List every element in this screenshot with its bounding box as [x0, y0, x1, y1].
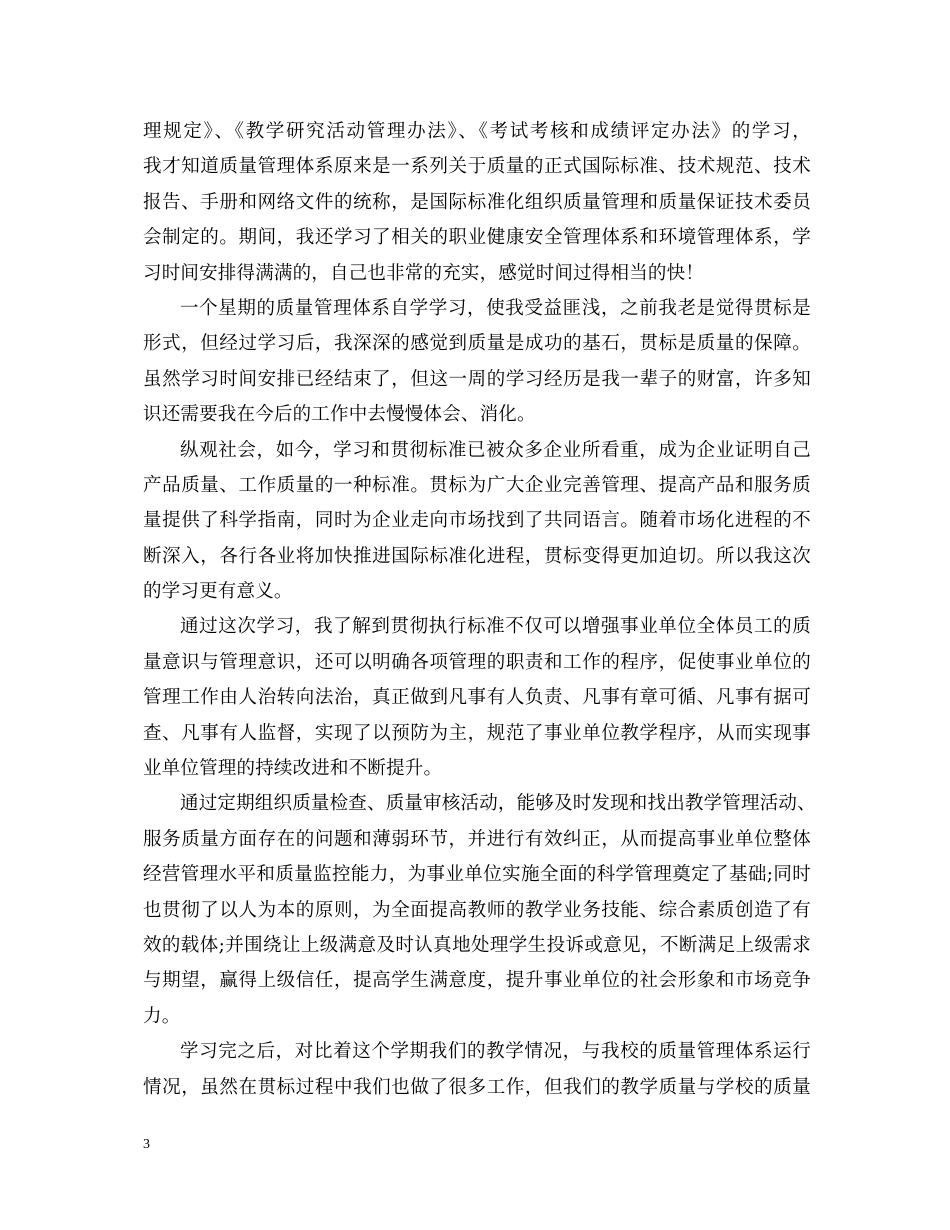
text-line: 量意识与管理意识，还可以明确各项管理的职责和工作的程序，促使事业单位的: [143, 651, 811, 673]
text-line: 量提供了科学指南，同时为企业走向市场找到了共同语言。随着市场化进程的不: [143, 510, 811, 532]
text-line: 虽然学习时间安排已经结束了，但这一周的学习经历是我一辈子的财富，许多知: [143, 368, 811, 390]
text-line: 报告、手册和网络文件的统称，是国际标准化组织质量管理和质量保证技术委员: [143, 191, 811, 213]
document-body: [143, 114, 816, 1105]
text-line: 业单位管理的持续改进和不断提升。: [143, 758, 443, 780]
paragraph-first-line: 一个星期的质量管理体系自学学习，使我受益匪浅，之前我老是觉得贯标是: [180, 297, 811, 319]
text-line: 断深入，各行各业将加快推进国际标准化进程，贯标变得更加迫切。所以我这次: [143, 545, 811, 567]
text-line: 习时间安排得满满的，自己也非常的充实，感觉时间过得相当的快！: [143, 262, 705, 284]
text-line: 我才知道质量管理体系原来是一系列关于质量的正式国际标准、技术规范、技术: [143, 156, 811, 178]
text-line: 情况，虽然在贯标过程中我们也做了很多工作，但我们的教学质量与学校的质量: [143, 1076, 811, 1098]
text-line: 力。: [143, 1005, 181, 1027]
text-line: 管理工作由人治转向法治，真正做到凡事有人负责、凡事有章可循、凡事有据可: [143, 687, 811, 709]
text-line: 查、凡事有人监督，实现了以预防为主，规范了事业单位教学程序，从而实现事: [143, 722, 811, 744]
paragraph-first-line: 纵观社会，如今，学习和贯彻标准已被众多企业所看重，成为企业证明自己: [180, 439, 811, 461]
text-line: 识还需要我在今后的工作中去慢慢体会、消化。: [143, 404, 536, 426]
text-line: 经营管理水平和质量监控能力，为事业单位实施全面的科学管理奠定了基础;同时: [143, 864, 811, 886]
page-number: 3: [143, 1137, 150, 1152]
text-line: 也贯彻了以人为本的原则，为全面提高教师的教学业务技能、综合素质创造了有: [143, 899, 811, 921]
text-line: 的学习更有意义。: [143, 581, 293, 603]
text-line: 形式，但经过学习后，我深深的感觉到质量是成功的基石，贯标是质量的保障。: [143, 333, 811, 355]
text-line: 与期望，赢得上级信任，提高学生满意度，提升事业单位的社会形象和市场竞争: [143, 970, 811, 992]
text-line: 理规定》、《教学研究活动管理办法》、《考试考核和成绩评定办法》的学习，: [143, 121, 811, 142]
text-line: 产品质量、工作质量的一种标准。贯标为广大企业完善管理、提高产品和服务质: [143, 474, 811, 496]
text-line: 会制定的。期间，我还学习了相关的职业健康安全管理体系和环境管理体系，学: [143, 227, 811, 249]
text-line: 服务质量方面存在的问题和薄弱环节，并进行有效纠正，从而提高事业单位整体: [143, 828, 811, 850]
paragraph-first-line: 学习完之后，对比着这个学期我们的教学情况，与我校的质量管理体系运行: [180, 1041, 811, 1063]
paragraph-first-line: 通过这次学习，我了解到贯彻执行标准不仅可以增强事业单位全体员工的质: [180, 616, 811, 638]
paragraph-first-line: 通过定期组织质量检查、质量审核活动，能够及时发现和找出教学管理活动、: [180, 793, 816, 815]
text-line: 效的载体;并围绕让上级满意及时认真地处理学生投诉或意见，不断满足上级需求: [143, 934, 811, 956]
